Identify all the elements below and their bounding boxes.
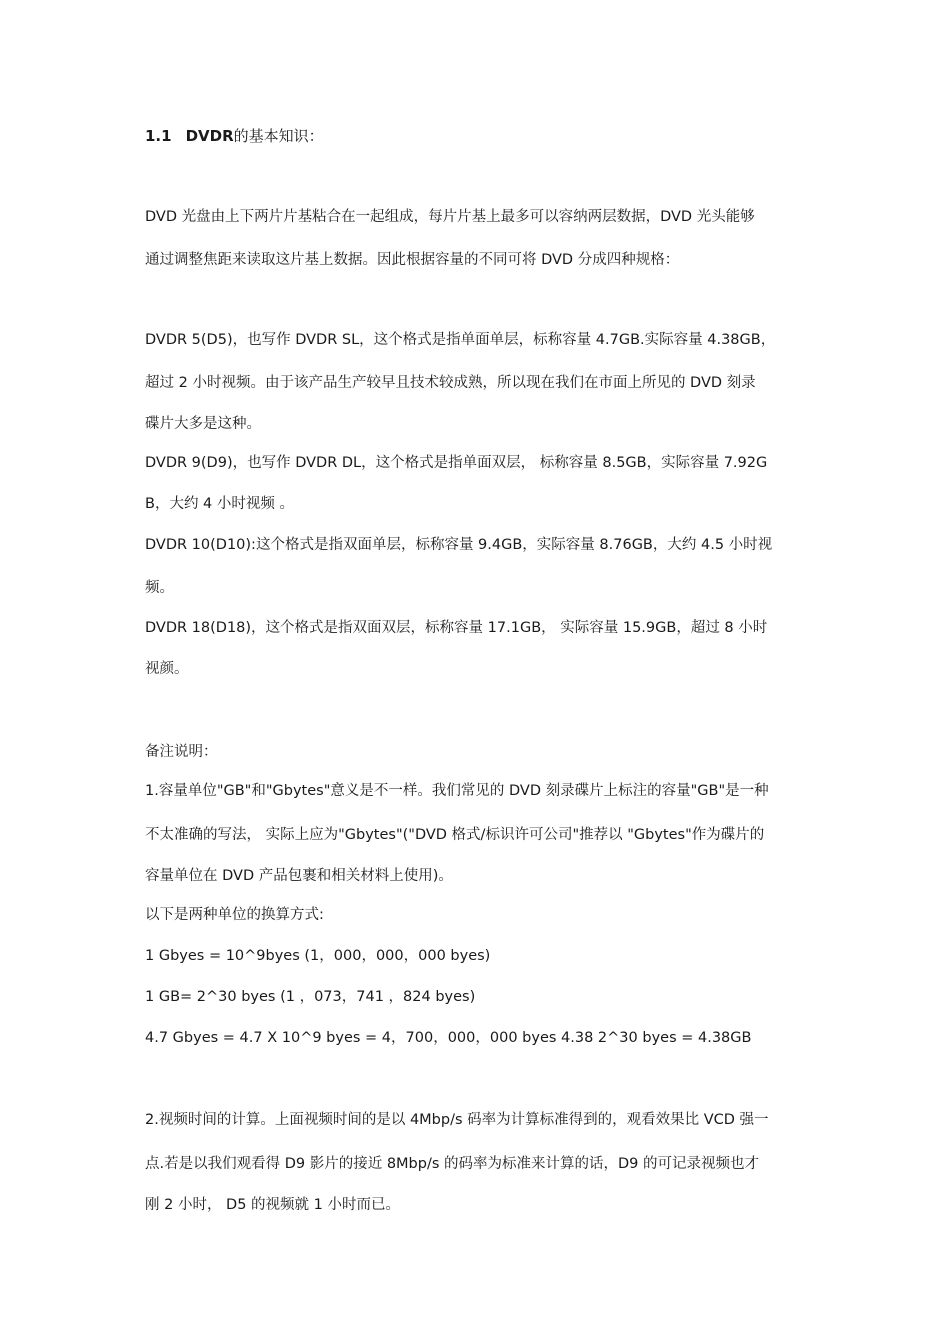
section-number: 1.1	[145, 127, 172, 145]
spec-d18-line-2: 视颜。	[145, 661, 189, 677]
intro-line-2: 通过调整焦距来读取这片基上数据。因此根据容量的不同可将 DVD 分成四种规格：	[145, 252, 680, 268]
conversion-title: 以下是两种单位的换算方式:	[145, 907, 324, 923]
note1-line-2: 不太准确的写法， 实际上应为"Gbytes"("DVD 格式/标识许可公司"推荐以 "Gbytes"作为碟片的	[145, 827, 765, 843]
note2-line-1: 2.视频时间的计算。上面视频时间的是以 4Mbp/s 码率为计算标准得到的，观看效果比 VCD 强一	[145, 1112, 769, 1128]
spec-d9-line-2: B，大约 4 小时视频 。	[145, 496, 294, 512]
spec-d5-line-3: 碟片大多是这种。	[145, 416, 261, 432]
spec-d18-line-1: DVDR 18(D18)，这个格式是指双面双层，标称容量 17.1GB， 实际容量 15.9GB，超过 8 小时	[145, 620, 768, 636]
spec-d5-line-1: DVDR 5(D5)，也写作 DVDR SL，这个格式是指单面单层，标称容量 4.7GB.实际容量 4.38GB，	[145, 332, 776, 348]
note2-line-2: 点.若是以我们观看得 D9 影片的接近 8Mbp/s 的码率为标准来计算的话，D9 的可记录视频也才	[145, 1156, 760, 1172]
section-title-text: 的基本知识：	[233, 127, 324, 145]
formula-2: 1 GB= 2^30 byes (1 ，073，741 ，824 byes)	[145, 989, 476, 1005]
spec-d10-line-2: 频。	[145, 580, 174, 596]
section-heading	[145, 126, 810, 146]
intro-line-1: DVD 光盘由上下两片片基粘合在一起组成，每片片基上最多可以容纳两层数据，DVD 光头能够	[145, 209, 755, 225]
notes-title: 备注说明：	[145, 744, 218, 760]
note2-line-3: 刚 2 小时， D5 的视频就 1 小时而已。	[145, 1197, 400, 1213]
note1-line-1: 1.容量单位"GB"和"Gbytes"意义是不一样。我们常见的 DVD 刻录碟片上标注的容量"GB"是一种	[145, 783, 769, 799]
spec-d9-line-1: DVDR 9(D9)，也写作 DVDR DL，这个格式是指单面双层， 标称容量 8.5GB，实际容量 7.92G	[145, 455, 768, 471]
formula-3: 4.7 Gbyes = 4.7 X 10^9 byes = 4，700，000，000 byes 4.38 2^30 byes = 4.38GB	[145, 1030, 752, 1046]
spec-d5-line-2: 超过 2 小时视频。由于该产品生产较早且技术较成熟，所以现在我们在市面上所见的 DVD 刻录	[145, 375, 756, 391]
note1-line-3: 容量单位在 DVD 产品包裹和相关材料上使用)。	[145, 868, 453, 884]
section-keyword: DVDR	[185, 127, 234, 145]
spec-d10-line-1: DVDR 10(D10):这个格式是指双面单层，标称容量 9.4GB，实际容量 8.76GB，大约 4.5 小时视	[145, 537, 773, 553]
formula-1: 1 Gbyes = 10^9byes (1，000，000，000 byes)	[145, 948, 491, 964]
